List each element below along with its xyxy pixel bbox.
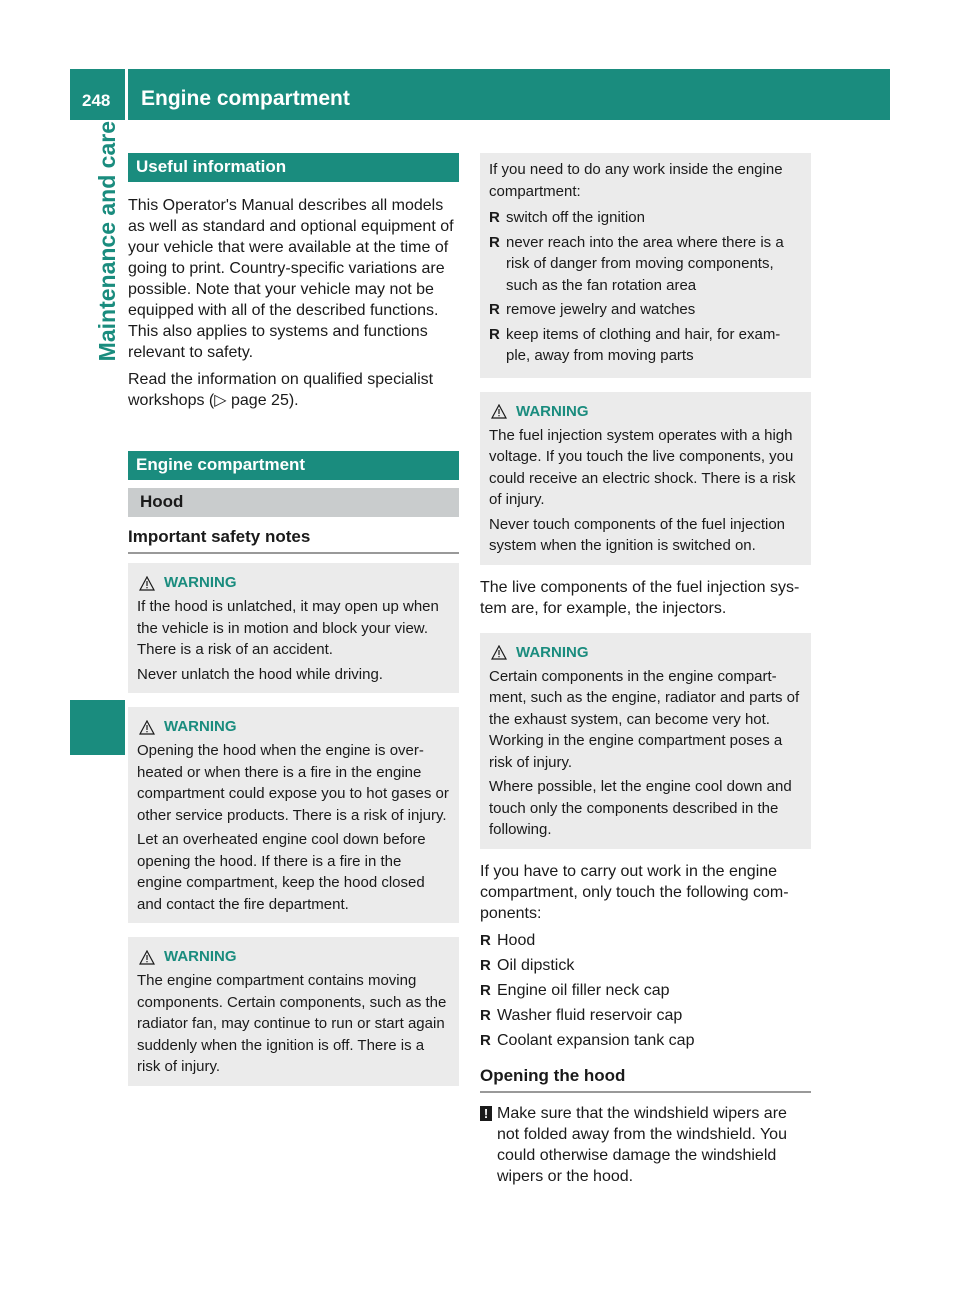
list-item-text: Engine oil filler neck cap xyxy=(497,981,670,999)
right-column xyxy=(480,153,811,1187)
workshops-text: Read the information on qualified specialist workshops (▷ page 25). xyxy=(128,371,434,409)
bullet-icon: R xyxy=(480,981,491,999)
header-divider xyxy=(125,69,128,120)
touch-components-text: If you have to carry out work in the engine compartment, only touch the following com-ponents: xyxy=(480,862,789,922)
list-item xyxy=(489,232,802,297)
list-item xyxy=(480,1030,811,1051)
warning-label: WARNING xyxy=(516,643,589,661)
list-item-text: switch off the ignition xyxy=(506,209,645,226)
safety-list xyxy=(489,207,802,367)
note-text: Make sure that the windshield wipers are not folded away from the windshield. You could otherwise damage the windshield wipers or the hood. xyxy=(497,1104,787,1185)
warning-text: Certain components in the engine compart-ment, such as the engine, radiator and parts of the exhaust system, can become very hot. Working in the engine compartment poses a risk of injury. xyxy=(489,667,800,771)
useful-info-heading: Useful information xyxy=(128,153,459,182)
opening-hood-heading: Opening the hood xyxy=(480,1065,811,1093)
bullet-icon: R xyxy=(480,1006,491,1024)
note-windshield-wipers xyxy=(480,1103,811,1187)
bullet-icon: R xyxy=(480,1031,491,1049)
side-tab xyxy=(70,120,125,700)
bullet-icon: R xyxy=(480,956,491,974)
warning-text: The engine compartment contains moving components. Certain components, such as the radiator fan, may continue to run or start again suddenly when the ignition is off. There is a risk of injury. xyxy=(137,972,447,1075)
warning-title xyxy=(489,643,802,663)
warning-triangle-icon xyxy=(139,720,155,735)
warning-triangle-icon xyxy=(139,950,155,965)
list-item xyxy=(480,1005,811,1026)
warning-text: Where possible, let the engine cool down and touch only the components described in the following. xyxy=(489,778,792,838)
bullet-icon: R xyxy=(489,301,500,318)
list-item xyxy=(480,980,811,1001)
page-header xyxy=(70,69,890,120)
hood-heading: Hood xyxy=(128,488,459,517)
bullet-icon: R xyxy=(489,233,500,251)
list-item-text: Coolant expansion tank cap xyxy=(497,1031,695,1049)
list-item-text: remove jewelry and watches xyxy=(506,301,696,318)
warning-text: Never unlatch the hood while driving. xyxy=(137,665,383,683)
side-tab-marker xyxy=(70,700,125,755)
warning-text: Opening the hood when the engine is over-heated or when there is a fire in the engine compartment could expose you to hot gases or other service products. There is a risk of injury. xyxy=(137,742,449,824)
warning-label: WARNING xyxy=(164,948,237,965)
list-item-text: keep items of clothing and hair, for exam-ple, away from moving parts xyxy=(506,325,781,364)
warning-title xyxy=(137,717,450,737)
engine-compartment-heading: Engine compartment xyxy=(128,451,459,480)
list-item xyxy=(489,207,802,229)
warning-box-hot-components xyxy=(480,633,811,849)
warning-label: WARNING xyxy=(164,574,237,591)
components-list xyxy=(480,930,811,1051)
warning-text: Never touch components of the fuel injection system when the ignition is switched on. xyxy=(489,515,786,554)
warning-text: The fuel injection system operates with a high voltage. If you touch the live components, you could receive an electric shock. There is a risk of injury. xyxy=(489,426,796,508)
safety-notes-heading: Important safety notes xyxy=(128,526,459,554)
list-item xyxy=(489,299,802,321)
warning-box-hood-unlatched xyxy=(128,563,459,693)
bullet-icon: R xyxy=(489,209,500,226)
warning-triangle-icon xyxy=(491,645,507,660)
info-intro: If you need to do any work inside the engine compartment: xyxy=(489,161,783,200)
warning-triangle-icon xyxy=(491,404,507,419)
list-item xyxy=(480,955,811,976)
page-title: Engine compartment xyxy=(141,87,350,110)
warning-title xyxy=(137,947,450,967)
warning-text: If the hood is unlatched, it may open up when the vehicle is in motion and block your view. There is a risk of an accident. xyxy=(137,598,439,658)
warning-box-fuel-injection xyxy=(480,392,811,565)
bullet-icon: R xyxy=(480,931,491,949)
warning-label: WARNING xyxy=(164,718,237,735)
bullet-icon: R xyxy=(489,325,500,343)
warning-box-moving-components xyxy=(128,937,459,1086)
warning-title xyxy=(137,573,450,593)
live-components-text: The live components of the fuel injection sys-tem are, for example, the injectors. xyxy=(480,578,800,617)
page-number: 248 xyxy=(82,91,111,110)
list-item-text: Oil dipstick xyxy=(497,956,575,974)
warning-label: WARNING xyxy=(516,402,589,420)
list-item xyxy=(480,930,811,951)
exclamation-icon: ! xyxy=(480,1106,492,1121)
left-column xyxy=(128,153,459,1086)
warning-box-overheated xyxy=(128,707,459,923)
warning-text: Let an overheated engine cool down before opening the hood. If there is a fire in the engine compartment, keep the hood closed and contact the fire department. xyxy=(137,831,426,913)
list-item xyxy=(489,324,802,367)
useful-info-text: This Operator's Manual describes all models as well as standard and optional equipment of your vehicle that were available at the time of going to print. Country-specific variations are possible. Note that your vehicle may not be equipped with all of the described functions. This also applies to systems and functions relevant to safety. xyxy=(128,197,454,361)
side-tab-label: Maintenance and care xyxy=(94,121,120,362)
list-item-text: never reach into the area where there is a risk of danger from moving components, such as the fan rotation area xyxy=(506,233,784,294)
useful-info-workshops xyxy=(128,369,459,411)
warning-triangle-icon xyxy=(139,576,155,591)
info-box-engine-work xyxy=(480,153,811,378)
warning-title xyxy=(489,402,802,422)
list-item-text: Hood xyxy=(497,931,536,949)
list-item-text: Washer fluid reservoir cap xyxy=(497,1006,683,1024)
